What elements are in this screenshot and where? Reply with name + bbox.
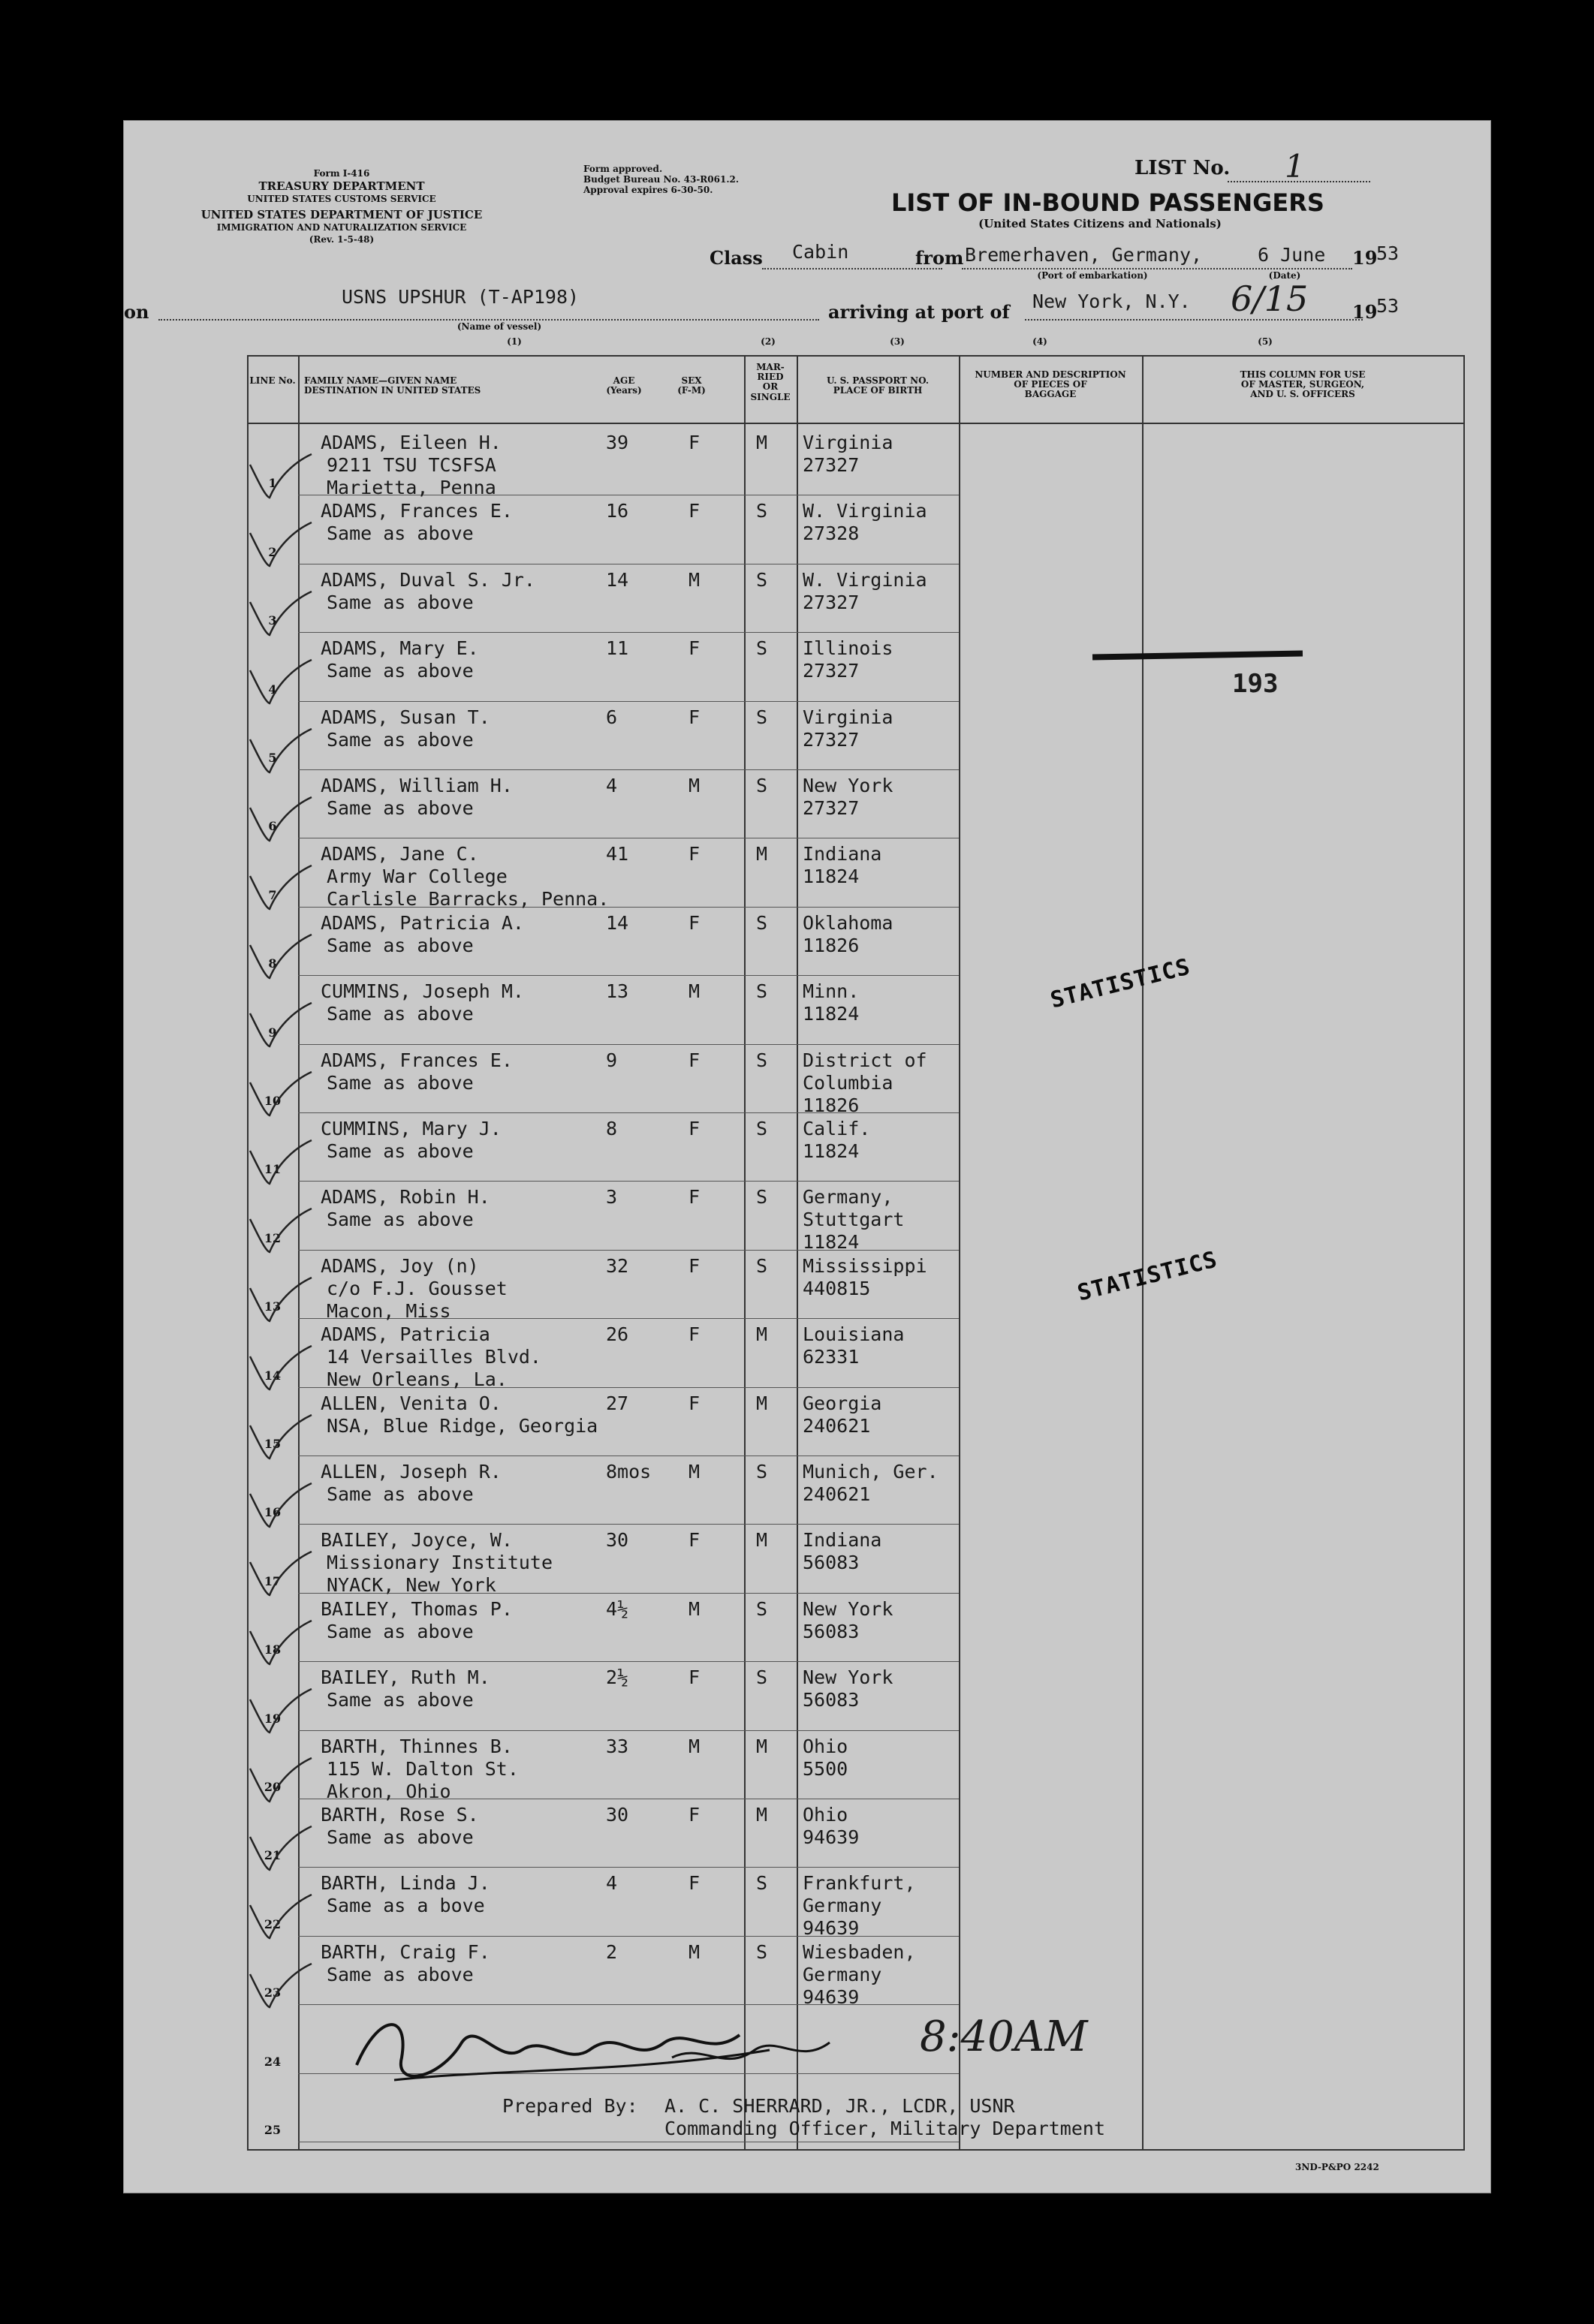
- passenger-marital-status: M: [756, 1323, 768, 1346]
- passenger-passport-birthplace: Virginia 27327: [803, 432, 893, 476]
- passenger-marital-status: S: [756, 980, 768, 1003]
- passenger-marital-status: M: [756, 1392, 768, 1414]
- passenger-marital-status: S: [756, 500, 768, 522]
- line-number: 10: [264, 1094, 282, 1108]
- passenger-marital-status: M: [756, 1804, 768, 1826]
- arrival-port: New York, N.Y.: [1032, 290, 1191, 312]
- passenger-passport-birthplace: Wiesbaden, Germany 94639: [803, 1940, 916, 2008]
- checkmark-icon: [247, 450, 315, 502]
- line-number: 3: [268, 613, 277, 628]
- passenger-marital-status: M: [756, 1529, 768, 1552]
- passenger-age: 41: [606, 843, 629, 865]
- prepared-by-name: A. C. SHERRARD, JR., LCDR, USNR: [664, 2095, 1015, 2117]
- passenger-sex: F: [689, 1872, 701, 1895]
- passenger-passport-birthplace: W. Virginia 27327: [803, 568, 927, 613]
- vessel-name: USNS UPSHUR (T-AP198): [342, 286, 580, 308]
- passenger-sex: F: [689, 1804, 701, 1826]
- prepared-by-title: Commanding Officer, Military Department: [664, 2118, 1105, 2139]
- passenger-sex: F: [689, 706, 701, 728]
- row-divider: [298, 1661, 959, 1662]
- list-no-value: 1: [1285, 148, 1305, 185]
- passenger-passport-birthplace: New York 56083: [803, 1597, 893, 1642]
- passenger-sex: F: [689, 1118, 701, 1139]
- passenger-sex: M: [689, 1461, 701, 1483]
- passenger-marital-status: S: [756, 775, 768, 796]
- line-number: 18: [264, 1642, 282, 1657]
- list-no-label: LIST No.: [1134, 157, 1231, 179]
- passenger-sex: M: [689, 1597, 701, 1620]
- passenger-destination: Army War College Carlisle Barracks, Penna.: [327, 865, 610, 911]
- passenger-passport-birthplace: New York 27327: [803, 775, 893, 819]
- checkmark-icon: [247, 724, 315, 777]
- year1-prefix: 19: [1352, 247, 1378, 269]
- passenger-passport-birthplace: Indiana 11824: [803, 843, 882, 888]
- form-number: Form I-416: [313, 168, 370, 179]
- passenger-passport-birthplace: Calif. 11824: [803, 1118, 871, 1162]
- passenger-sex: F: [689, 843, 701, 865]
- passenger-destination: 14 Versailles Blvd. New Orleans, La.: [327, 1346, 541, 1391]
- passenger-name: BARTH, Thinnes B.: [321, 1735, 513, 1757]
- passenger-name: ADAMS, Jane C.: [321, 843, 479, 865]
- checkmark-icon: [247, 1754, 315, 1806]
- line-number: 23: [264, 1985, 282, 2000]
- passenger-destination: Same as above: [327, 1483, 474, 1505]
- customs-service: UNITED STATES CUSTOMS SERVICE: [247, 194, 436, 204]
- passenger-passport-birthplace: Frankfurt, Germany 94639: [803, 1872, 916, 1940]
- passenger-marital-status: S: [756, 568, 768, 591]
- passenger-name: ADAMS, Joy (n): [321, 1254, 479, 1277]
- line-number: 1: [268, 476, 277, 491]
- passenger-name: ADAMS, Duval S. Jr.: [321, 568, 535, 591]
- line-number: 9: [268, 1025, 277, 1040]
- passenger-sex: M: [689, 775, 701, 796]
- passenger-destination: 9211 TSU TCSFSA Marietta, Penna: [327, 454, 496, 498]
- header-sex: SEX (F-M): [677, 375, 706, 396]
- checkmark-icon: [247, 1204, 315, 1257]
- embark-date: 6 June: [1258, 244, 1326, 266]
- passenger-passport-birthplace: Oklahoma 11826: [803, 911, 893, 956]
- arrival-date: 6/15: [1231, 278, 1309, 319]
- passenger-destination: Same as above: [327, 1071, 474, 1094]
- checkmark-icon: [247, 1136, 315, 1188]
- header-married: MAR- RIED OR SINGLE: [750, 362, 791, 402]
- passenger-passport-birthplace: Ohio 94639: [803, 1804, 860, 1848]
- prepared-by-label: Prepared By:: [502, 2095, 638, 2117]
- line-number: 22: [264, 1916, 282, 1931]
- passenger-age: 9: [606, 1049, 618, 1071]
- passenger-name: CUMMINS, Joseph M.: [321, 980, 524, 1003]
- header-passport: U. S. PASSPORT NO. PLACE OF BIRTH: [826, 375, 930, 396]
- passenger-marital-status: S: [756, 911, 768, 934]
- checkmark-icon: [247, 998, 315, 1051]
- passenger-passport-birthplace: Illinois 27327: [803, 637, 893, 682]
- checkmark-icon: [247, 1822, 315, 1874]
- passenger-age: 13: [606, 980, 629, 1003]
- budget-bureau: Budget Bureau No. 43-R061.2.: [583, 174, 740, 185]
- line-number: 19: [264, 1711, 282, 1726]
- passenger-name: ADAMS, Frances E.: [321, 500, 513, 522]
- row-divider: [298, 1044, 959, 1045]
- checkmark-icon: [247, 1341, 315, 1394]
- passenger-age: 4: [606, 775, 618, 796]
- passenger-age: 6: [606, 706, 618, 728]
- checkmark-icon: [247, 1684, 315, 1737]
- passenger-name: BARTH, Craig F.: [321, 1940, 490, 1963]
- passenger-destination: Same as above: [327, 1963, 474, 1985]
- passenger-passport-birthplace: Minn. 11824: [803, 980, 860, 1025]
- header-age: AGE (Years): [606, 375, 642, 396]
- passenger-destination: 115 W. Dalton St. Akron, Ohio: [327, 1757, 519, 1802]
- checkmark-icon: [247, 1273, 315, 1326]
- passenger-age: 27: [606, 1392, 629, 1414]
- passenger-marital-status: S: [756, 1872, 768, 1895]
- row-divider: [298, 975, 959, 976]
- vessel-caption: (Name of vessel): [457, 321, 542, 332]
- passenger-age: 8mos: [606, 1461, 652, 1483]
- passenger-sex: F: [689, 1392, 701, 1414]
- checkmark-icon: [247, 1890, 315, 1943]
- passenger-age: 30: [606, 1804, 629, 1826]
- passenger-passport-birthplace: New York 56083: [803, 1666, 893, 1711]
- line-number: 7: [268, 887, 277, 902]
- line-number: 25: [264, 2123, 282, 2137]
- passenger-sex: F: [689, 432, 701, 453]
- row-divider: [298, 701, 959, 702]
- passenger-passport-birthplace: Louisiana 62331: [803, 1323, 905, 1368]
- checkmark-icon: [247, 1479, 315, 1531]
- passenger-destination: Same as a bove: [327, 1895, 485, 1917]
- line-number: 14: [264, 1368, 282, 1383]
- passenger-passport-birthplace: Mississippi 440815: [803, 1254, 927, 1299]
- class-label: Class: [710, 247, 763, 269]
- passenger-passport-birthplace: Indiana 56083: [803, 1529, 882, 1574]
- passenger-name: ADAMS, William H.: [321, 775, 513, 796]
- passenger-destination: NSA, Blue Ridge, Georgia: [327, 1414, 598, 1437]
- passenger-marital-status: S: [756, 1118, 768, 1139]
- passenger-passport-birthplace: Munich, Ger. 240621: [803, 1461, 939, 1505]
- passenger-name: CUMMINS, Mary J.: [321, 1118, 502, 1139]
- passenger-passport-birthplace: Germany, Stuttgart 11824: [803, 1186, 905, 1254]
- passenger-destination: c/o F.J. Gousset Macon, Miss: [327, 1277, 508, 1322]
- date-caption: (Date): [1268, 270, 1301, 281]
- passenger-age: 11: [606, 637, 629, 660]
- passenger-age: 4½: [606, 1597, 629, 1620]
- treasury-dept: TREASURY DEPARTMENT: [258, 179, 425, 193]
- col-num-3: (3): [890, 336, 905, 347]
- arriving-label: arriving at port of: [828, 301, 1010, 323]
- checkmark-icon: [247, 793, 315, 845]
- officer-signature: [349, 1997, 875, 2103]
- class-value: Cabin: [792, 241, 849, 263]
- passenger-name: ADAMS, Mary E.: [321, 637, 479, 660]
- passenger-age: 4: [606, 1872, 618, 1895]
- passenger-sex: F: [689, 1666, 701, 1689]
- passenger-sex: F: [689, 637, 701, 660]
- passenger-age: 16: [606, 500, 629, 522]
- passenger-destination: Same as above: [327, 1826, 474, 1848]
- passenger-destination: Same as above: [327, 660, 474, 682]
- passenger-age: 8: [606, 1118, 618, 1139]
- row-divider: [298, 632, 959, 633]
- passenger-sex: F: [689, 1186, 701, 1209]
- on-label: on: [124, 301, 149, 323]
- passenger-destination: Same as above: [327, 934, 474, 956]
- passenger-destination: Same as above: [327, 1140, 474, 1162]
- passenger-age: 14: [606, 911, 629, 934]
- passenger-sex: M: [689, 980, 701, 1003]
- passenger-passport-birthplace: District of Columbia 11826: [803, 1049, 927, 1116]
- checkmark-icon: [247, 1547, 315, 1600]
- line-number: 8: [268, 956, 277, 971]
- line-number: 4: [268, 682, 277, 697]
- passenger-sex: M: [689, 1940, 701, 1963]
- passenger-name: ADAMS, Frances E.: [321, 1049, 513, 1071]
- statistics-stamp: STATISTICS: [1074, 1246, 1221, 1307]
- form-approved: Form approved.: [583, 164, 663, 174]
- passenger-sex: F: [689, 911, 701, 934]
- passenger-name: ADAMS, Susan T.: [321, 706, 490, 728]
- passenger-passport-birthplace: W. Virginia 27328: [803, 500, 927, 545]
- line-number: 21: [264, 1848, 282, 1863]
- passenger-destination: Missionary Institute NYACK, New York: [327, 1552, 553, 1597]
- line-number: 12: [264, 1230, 282, 1245]
- embark-caption: (Port of embarkation): [1037, 270, 1148, 281]
- passenger-marital-status: M: [756, 843, 768, 865]
- passenger-age: 33: [606, 1735, 629, 1757]
- passenger-destination: Same as above: [327, 797, 474, 819]
- passenger-age: 26: [606, 1323, 629, 1346]
- passenger-sex: F: [689, 500, 701, 522]
- passenger-name: BAILEY, Joyce, W.: [321, 1529, 513, 1552]
- header-bottom-border: [247, 423, 1463, 424]
- col-num-2: (2): [761, 336, 776, 347]
- passenger-sex: F: [689, 1529, 701, 1552]
- form-revision: (Rev. 1-5-48): [309, 234, 375, 245]
- col-num-1: (1): [507, 336, 522, 347]
- year2-prefix: 19: [1352, 301, 1378, 323]
- checkmark-icon: [247, 930, 315, 983]
- passenger-age: 30: [606, 1529, 629, 1552]
- passenger-destination: Same as above: [327, 1620, 474, 1642]
- header-line-no: LINE No.: [249, 375, 296, 386]
- margin-number: 193: [1232, 669, 1279, 699]
- checkmark-icon: [247, 1959, 315, 2012]
- line-number: 20: [264, 1780, 282, 1794]
- table-top-border: [247, 355, 1463, 357]
- line-number: 11: [264, 1162, 282, 1177]
- ins-service: IMMIGRATION AND NATURALIZATION SERVICE: [216, 222, 467, 233]
- year1-suffix: 53: [1376, 242, 1400, 264]
- footer-code: 3ND-P&PO 2242: [1295, 2162, 1379, 2172]
- passenger-passport-birthplace: Georgia 240621: [803, 1392, 882, 1437]
- passenger-destination: Same as above: [327, 1003, 474, 1025]
- passenger-marital-status: S: [756, 1254, 768, 1277]
- line-number: 6: [268, 819, 277, 834]
- table-bottom-border: [247, 2149, 1463, 2151]
- row-divider: [298, 1730, 959, 1731]
- passenger-passport-birthplace: Ohio 5500: [803, 1735, 848, 1780]
- row-divider: [298, 769, 959, 770]
- passenger-name: BAILEY, Thomas P.: [321, 1597, 513, 1620]
- header-name: FAMILY NAME—GIVEN NAME DESTINATION IN UNITED STATES: [304, 375, 481, 396]
- passenger-marital-status: M: [756, 1735, 768, 1757]
- passenger-destination: Same as above: [327, 522, 474, 545]
- statistics-stamp: STATISTICS: [1047, 953, 1194, 1014]
- passenger-name: BARTH, Rose S.: [321, 1804, 479, 1826]
- passenger-marital-status: S: [756, 1940, 768, 1963]
- row-divider: [298, 1181, 959, 1182]
- col-divider-married-end: [797, 355, 798, 2151]
- passenger-manifest-page: [123, 120, 1491, 2193]
- year2-suffix: 53: [1376, 295, 1400, 317]
- checkmark-icon: [247, 655, 315, 708]
- passenger-age: 2½: [606, 1666, 629, 1689]
- passenger-age: 2: [606, 1940, 618, 1963]
- col-num-4: (4): [1032, 336, 1047, 347]
- page-subtitle: (United States Citizens and Nationals): [978, 217, 1222, 230]
- col-divider-baggage: [1142, 355, 1144, 2151]
- passenger-name: ADAMS, Robin H.: [321, 1186, 490, 1209]
- handwritten-time: 8:40AM: [920, 2012, 1088, 2061]
- checkmark-icon: [247, 518, 315, 570]
- passenger-name: ALLEN, Joseph R.: [321, 1461, 502, 1483]
- passenger-name: ADAMS, Eileen H.: [321, 432, 502, 453]
- passenger-destination: Same as above: [327, 591, 474, 613]
- passenger-marital-status: S: [756, 1597, 768, 1620]
- passenger-sex: F: [689, 1254, 701, 1277]
- passenger-sex: M: [689, 1735, 701, 1757]
- checkmark-icon: [247, 1616, 315, 1669]
- embark-port: Bremerhaven, Germany,: [965, 244, 1203, 266]
- checkmark-icon: [247, 861, 315, 914]
- col-divider-passport: [959, 355, 960, 2151]
- passenger-marital-status: S: [756, 1049, 768, 1071]
- line-number: 13: [264, 1299, 282, 1314]
- passenger-name: ADAMS, Patricia: [321, 1323, 490, 1346]
- passenger-sex: F: [689, 1323, 701, 1346]
- checkmark-icon: [247, 1067, 315, 1120]
- passenger-destination: Same as above: [327, 1689, 474, 1711]
- row-divider: [298, 1524, 959, 1525]
- passenger-age: 32: [606, 1254, 629, 1277]
- checkmark-icon: [247, 587, 315, 640]
- passenger-age: 3: [606, 1186, 618, 1209]
- passenger-marital-status: M: [756, 432, 768, 453]
- passenger-marital-status: S: [756, 1666, 768, 1689]
- passenger-marital-status: S: [756, 706, 768, 728]
- line-number: 5: [268, 751, 277, 765]
- passenger-destination: Same as above: [327, 1209, 474, 1231]
- col-num-5: (5): [1258, 336, 1273, 347]
- line-number: 15: [264, 1437, 282, 1451]
- line-number: 16: [264, 1505, 282, 1520]
- passenger-marital-status: S: [756, 1186, 768, 1209]
- col-divider-married: [744, 355, 746, 2151]
- passenger-destination: Same as above: [327, 728, 474, 751]
- approval-expires: Approval expires 6-30-50.: [583, 185, 713, 195]
- passenger-name: BAILEY, Ruth M.: [321, 1666, 490, 1689]
- passenger-name: ADAMS, Patricia A.: [321, 911, 524, 934]
- passenger-age: 39: [606, 432, 629, 453]
- checkmark-icon: [247, 1410, 315, 1463]
- justice-dept: UNITED STATES DEPARTMENT OF JUSTICE: [200, 208, 483, 221]
- passenger-name: ALLEN, Venita O.: [321, 1392, 502, 1414]
- passenger-marital-status: S: [756, 1461, 768, 1483]
- passenger-sex: F: [689, 1049, 701, 1071]
- passenger-name: BARTH, Linda J.: [321, 1872, 490, 1895]
- line-number: 2: [268, 544, 277, 559]
- passenger-sex: M: [689, 568, 701, 591]
- passenger-marital-status: S: [756, 637, 768, 660]
- passenger-passport-birthplace: Virginia 27327: [803, 706, 893, 751]
- line-number: 24: [264, 2054, 282, 2069]
- page-title: LIST OF IN-BOUND PASSENGERS: [891, 188, 1324, 217]
- row-divider: [298, 1867, 959, 1868]
- line-number: 17: [264, 1573, 282, 1588]
- from-label: from: [915, 247, 964, 269]
- table-right-border: [1463, 355, 1465, 2151]
- header-baggage: NUMBER AND DESCRIPTION OF PIECES OF BAGGAGE: [975, 369, 1126, 400]
- header-officers: THIS COLUMN FOR USE OF MASTER, SURGEON, AND U. S. OFFICERS: [1240, 369, 1366, 400]
- passenger-age: 14: [606, 568, 629, 591]
